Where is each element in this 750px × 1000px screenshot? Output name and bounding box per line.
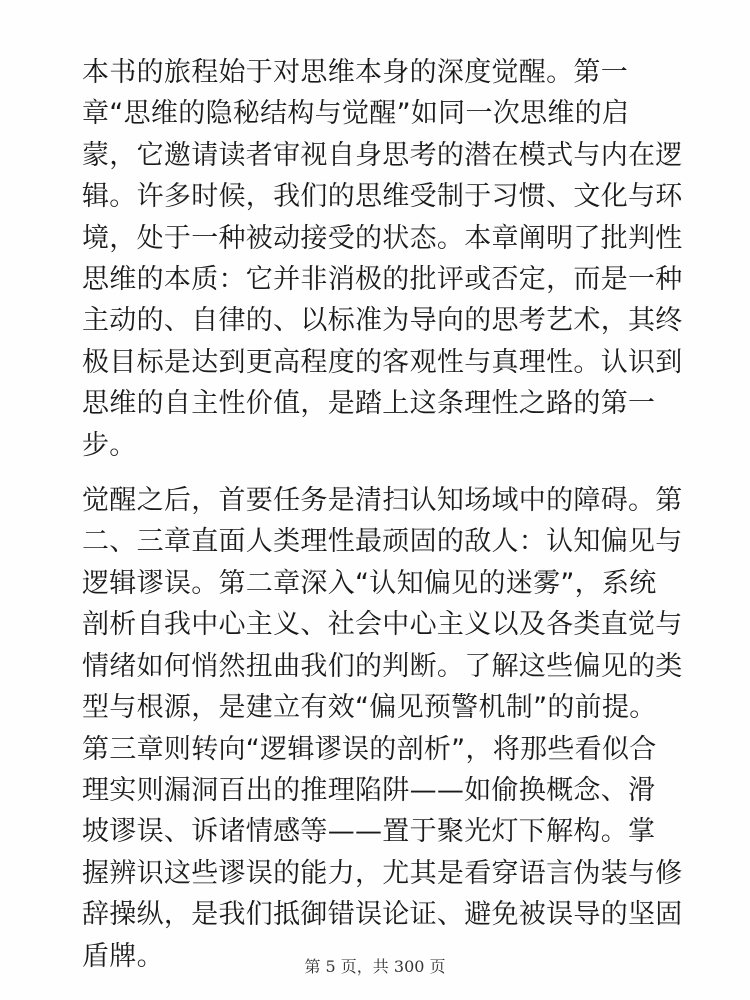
paragraph-1 [82, 52, 683, 466]
text-line: 辞操纵，是我们抵御错误论证、避免被误导的坚固 [82, 899, 683, 931]
text-line: 蒙，它邀请读者审视自身思考的潜在模式与内在逻 [82, 139, 683, 171]
text-line: 第三章则转向“逻辑谬误的剖析”，将那些看似合 [82, 733, 657, 765]
text-line: 章“思维的隐秘结构与觉醒”如同一次思维的启 [82, 98, 630, 130]
text-line: 握辨识这些谬误的能力，尤其是看穿语言伪装与修 [82, 857, 683, 889]
text-line: 思维的自主性价值，是踏上这条理性之路的第一 [82, 388, 656, 420]
page-number-footer: 第 5 页，共 300 页 [304, 957, 446, 976]
text-line: 剖析自我中心主义、社会中心主义以及各类直觉与 [82, 609, 683, 641]
text-line: 理实则漏洞百出的推理陷阱——如偷换概念、滑 [82, 774, 656, 806]
text-line: 辑。许多时候，我们的思维受制于习惯、文化与环 [82, 181, 683, 213]
text-line: 本书的旅程始于对思维本身的深度觉醒。第一 [82, 57, 628, 88]
text-line: 境，处于一种被动接受的状态。本章阐明了批判性 [82, 222, 683, 254]
text-line: 情绪如何悄然扭曲我们的判断。了解这些偏见的类 [82, 650, 683, 682]
body-text [82, 52, 683, 977]
text-line: 坡谬误、诉诸情感等——置于聚光灯下解构。掌 [82, 816, 656, 848]
paragraph-2 [82, 480, 683, 977]
text-line: 逻辑谬误。第二章深入“认知偏见的迷雾”，系统 [82, 567, 657, 599]
text-line: 步。 [82, 429, 137, 461]
text-line: 型与根源，是建立有效“偏见预警机制”的前提。 [82, 692, 657, 724]
text-line: 主动的、自律的、以标准为导向的思考艺术，其终 [82, 305, 683, 337]
text-line: 盾牌。 [82, 940, 164, 972]
text-line: 思维的本质：它并非消极的批评或否定，而是一种 [82, 264, 683, 296]
text-line: 二、三章直面人类理性最顽固的敌人：认知偏见与 [82, 526, 683, 558]
text-line: 觉醒之后，首要任务是清扫认知场域中的障碍。第 [82, 485, 683, 517]
text-line: 极目标是达到更高程度的客观性与真理性。认识到 [82, 346, 683, 378]
